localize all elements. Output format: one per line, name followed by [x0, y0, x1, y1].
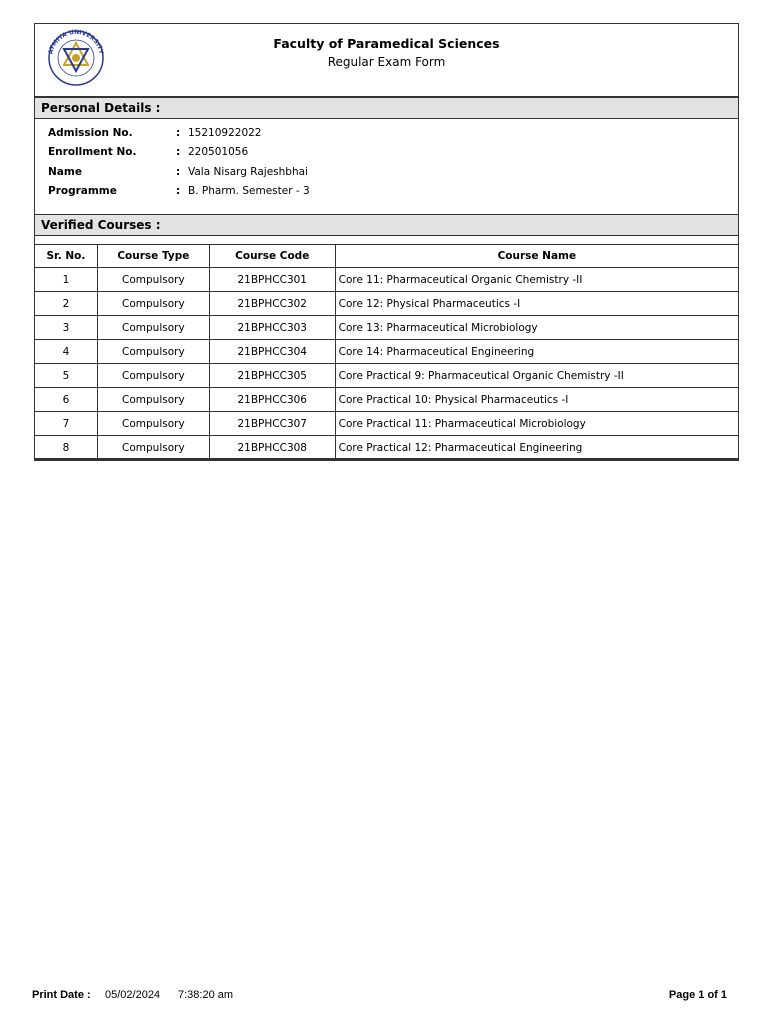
course-name-cell: Core 11: Pharmaceutical Organic Chemistry -II [335, 268, 738, 292]
course-type-cell: Compulsory [97, 316, 209, 340]
course-code-cell: 21BPHCC303 [209, 316, 335, 340]
course-name-cell: Core Practical 9: Pharmaceutical Organic Chemistry -II [335, 364, 738, 388]
sr-no-cell: 5 [35, 364, 98, 388]
logo-text: ATMIYA UNIVERSITY [47, 29, 105, 55]
exam-form-frame [34, 23, 739, 459]
sr-no-cell: 6 [35, 388, 98, 412]
table-row [35, 412, 739, 436]
course-type-cell: Compulsory [97, 268, 209, 292]
field-label: Programme [48, 185, 117, 197]
course-code-cell: 21BPHCC304 [209, 340, 335, 364]
column-header: Course Type [97, 245, 209, 268]
field-label: Name [48, 166, 82, 178]
table-header-row [35, 245, 739, 268]
form-header [35, 24, 738, 98]
sr-no-cell: 8 [35, 436, 98, 461]
course-code-cell: 21BPHCC305 [209, 364, 335, 388]
personal-details [35, 120, 738, 213]
form-subtitle: Regular Exam Form [327, 55, 446, 69]
field-label: Admission No. [48, 127, 133, 139]
field-colon: : [176, 185, 181, 197]
course-name-cell: Core Practical 10: Physical Pharmaceutics -I [335, 388, 738, 412]
course-type-cell: Compulsory [97, 388, 209, 412]
table-row [35, 316, 739, 340]
course-type-cell: Compulsory [97, 292, 209, 316]
table-row [35, 388, 739, 412]
courses-table [34, 244, 739, 461]
sr-no-cell: 1 [35, 268, 98, 292]
course-name-cell: Core 13: Pharmaceutical Microbiology [335, 316, 738, 340]
course-name-cell: Core Practical 11: Pharmaceutical Microbiology [335, 412, 738, 436]
table-row [35, 268, 739, 292]
table-row [35, 436, 739, 461]
course-code-cell: 21BPHCC306 [209, 388, 335, 412]
programme-value: B. Pharm. Semester - 3 [188, 185, 310, 197]
verified-courses-heading: Verified Courses : [35, 214, 738, 236]
field-label: Enrollment No. [48, 146, 137, 158]
course-type-cell: Compulsory [97, 436, 209, 461]
print-date-value: 05/02/2024 [105, 989, 161, 1001]
course-code-cell: 21BPHCC302 [209, 292, 335, 316]
sr-no-cell: 7 [35, 412, 98, 436]
course-type-cell: Compulsory [97, 340, 209, 364]
field-colon: : [176, 166, 181, 178]
course-code-cell: 21BPHCC307 [209, 412, 335, 436]
field-colon: : [176, 127, 181, 139]
personal-details-heading: Personal Details : [35, 98, 738, 119]
column-header: Course Name [335, 245, 738, 268]
sr-no-cell: 4 [35, 340, 98, 364]
table-row [35, 292, 739, 316]
sr-no-cell: 2 [35, 292, 98, 316]
table-row [35, 364, 739, 388]
admission-no-value: 15210922022 [188, 127, 262, 139]
course-code-cell: 21BPHCC308 [209, 436, 335, 461]
course-name-cell: Core Practical 12: Pharmaceutical Engineering [335, 436, 738, 461]
course-name-cell: Core 14: Pharmaceutical Engineering [335, 340, 738, 364]
column-header: Sr. No. [35, 245, 98, 268]
name-value: Vala Nisarg Rajeshbhai [188, 166, 308, 178]
sr-no-cell: 3 [35, 316, 98, 340]
course-code-cell: 21BPHCC301 [209, 268, 335, 292]
column-header: Course Code [209, 245, 335, 268]
course-type-cell: Compulsory [97, 364, 209, 388]
field-colon: : [176, 146, 181, 158]
faculty-title: Faculty of Paramedical Sciences [273, 36, 500, 51]
print-time-value: 7:38:20 am [178, 989, 234, 1001]
enrollment-no-value: 220501056 [188, 146, 249, 158]
page-number: Page 1 of 1 [668, 989, 727, 1001]
print-date-label: Print Date : [32, 989, 91, 1001]
table-row [35, 340, 739, 364]
course-type-cell: Compulsory [97, 412, 209, 436]
course-name-cell: Core 12: Physical Pharmaceutics -I [335, 292, 738, 316]
